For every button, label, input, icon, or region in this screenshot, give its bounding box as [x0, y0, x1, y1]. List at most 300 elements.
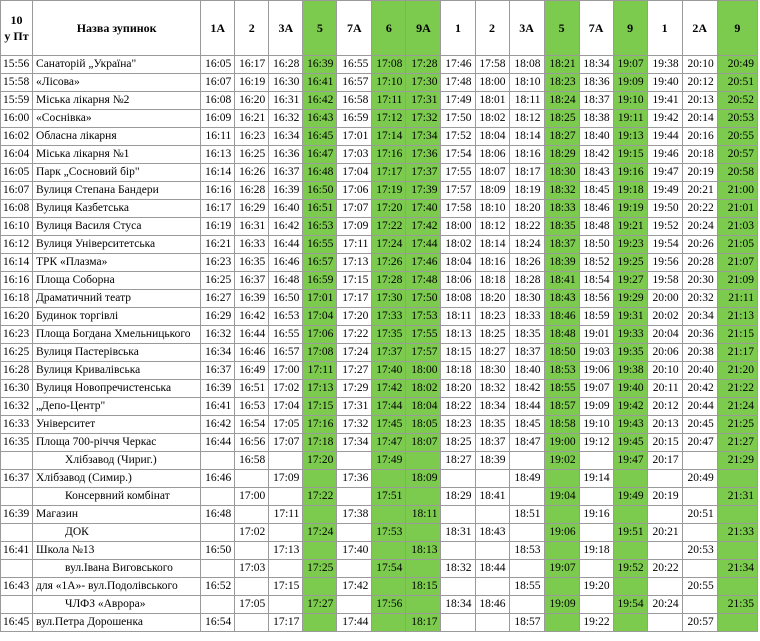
- time-cell: 16:41: [201, 398, 235, 416]
- time-cell: 19:40: [613, 380, 647, 398]
- time-cell: 21:09: [717, 272, 757, 290]
- time-cell: [579, 524, 613, 542]
- time-cell: 17:00: [269, 362, 303, 380]
- schedule-body: [1, 56, 758, 632]
- time-cell: 19:47: [647, 164, 682, 182]
- time-cell: 20:22: [647, 560, 682, 578]
- time-cell: [441, 542, 475, 560]
- time-cell: 16:37: [269, 164, 303, 182]
- table-row: [1, 290, 758, 308]
- time-cell: 19:06: [544, 524, 579, 542]
- time-cell: 18:22: [509, 218, 544, 236]
- time-cell: 20:53: [682, 542, 717, 560]
- time-cell: 19:12: [579, 434, 613, 452]
- time-cell: 19:54: [647, 236, 682, 254]
- start-time-cell: 16:37: [1, 470, 33, 488]
- time-cell: 19:11: [613, 110, 647, 128]
- time-cell: 19:07: [544, 560, 579, 578]
- time-cell: 18:24: [544, 92, 579, 110]
- time-cell: 18:15: [441, 344, 475, 362]
- time-cell: 19:54: [613, 596, 647, 614]
- time-cell: 18:00: [406, 362, 441, 380]
- table-row: [1, 488, 758, 506]
- time-cell: 17:42: [406, 218, 441, 236]
- time-cell: 16:57: [269, 344, 303, 362]
- time-cell: 18:57: [509, 614, 544, 632]
- time-cell: 17:11: [337, 236, 372, 254]
- time-cell: 17:56: [372, 596, 406, 614]
- time-cell: 21:29: [717, 452, 757, 470]
- time-cell: 17:24: [303, 524, 337, 542]
- time-cell: 18:20: [441, 380, 475, 398]
- stop-name-cell: Магазин: [33, 506, 201, 524]
- time-cell: 17:53: [406, 308, 441, 326]
- time-cell: 16:43: [303, 110, 337, 128]
- table-row: [1, 326, 758, 344]
- time-cell: 17:11: [269, 506, 303, 524]
- table-row: [1, 218, 758, 236]
- time-cell: 17:16: [372, 146, 406, 164]
- time-cell: 21:35: [717, 596, 757, 614]
- time-cell: 16:31: [235, 218, 269, 236]
- time-cell: 19:49: [647, 182, 682, 200]
- time-cell: 16:37: [235, 272, 269, 290]
- time-cell: 19:23: [613, 236, 647, 254]
- time-cell: 18:22: [441, 398, 475, 416]
- start-time-cell: 16:10: [1, 218, 33, 236]
- time-cell: [647, 578, 682, 596]
- time-cell: 16:40: [269, 200, 303, 218]
- stop-name-cell: Площа 700-річчя Черкас: [33, 434, 201, 452]
- start-time-cell: [1, 524, 33, 542]
- time-cell: [269, 596, 303, 614]
- time-cell: 18:43: [544, 290, 579, 308]
- route-header: 9: [717, 1, 757, 56]
- time-cell: 20:47: [682, 434, 717, 452]
- stop-name-cell: вул.Івана Виговського: [33, 560, 201, 578]
- time-cell: [579, 596, 613, 614]
- time-cell: 17:11: [303, 362, 337, 380]
- time-cell: 19:46: [647, 146, 682, 164]
- time-cell: 19:45: [613, 434, 647, 452]
- time-cell: 19:22: [579, 614, 613, 632]
- time-cell: 20:28: [682, 254, 717, 272]
- time-cell: 18:20: [475, 290, 509, 308]
- stop-name-cell: вул.Петра Дорошенка: [33, 614, 201, 632]
- time-cell: 20:49: [682, 470, 717, 488]
- time-cell: 18:35: [544, 218, 579, 236]
- time-cell: 17:08: [372, 56, 406, 74]
- time-cell: 16:58: [235, 452, 269, 470]
- route-header: 7А: [337, 1, 372, 56]
- time-cell: 17:40: [337, 542, 372, 560]
- time-cell: 21:00: [717, 182, 757, 200]
- time-cell: 19:14: [579, 470, 613, 488]
- time-cell: 18:02: [475, 110, 509, 128]
- time-cell: 19:49: [613, 488, 647, 506]
- time-cell: 17:57: [441, 182, 475, 200]
- time-cell: 21:17: [717, 344, 757, 362]
- table-row: [1, 164, 758, 182]
- time-cell: 18:02: [406, 380, 441, 398]
- time-cell: 16:51: [235, 380, 269, 398]
- time-cell: 17:05: [235, 596, 269, 614]
- time-cell: 17:52: [441, 128, 475, 146]
- time-cell: 18:53: [509, 542, 544, 560]
- time-cell: 18:57: [544, 398, 579, 416]
- time-cell: 18:27: [544, 128, 579, 146]
- route-header: 9: [613, 1, 647, 56]
- table-row: [1, 182, 758, 200]
- route-header: 3А: [509, 1, 544, 56]
- time-cell: 17:47: [372, 434, 406, 452]
- time-cell: 16:11: [201, 128, 235, 146]
- time-cell: 20:58: [717, 164, 757, 182]
- time-cell: [303, 542, 337, 560]
- time-cell: [717, 470, 757, 488]
- stop-name-cell: Драматичний театр: [33, 290, 201, 308]
- time-cell: 20:36: [682, 326, 717, 344]
- time-cell: 17:54: [441, 146, 475, 164]
- stop-column-header: Назва зупинок: [33, 1, 201, 56]
- start-time-cell: 16:43: [1, 578, 33, 596]
- table-row: [1, 452, 758, 470]
- time-cell: 18:58: [544, 416, 579, 434]
- time-cell: 17:17: [372, 164, 406, 182]
- time-cell: 20:51: [682, 506, 717, 524]
- time-cell: 16:48: [201, 506, 235, 524]
- time-cell: 16:37: [201, 362, 235, 380]
- time-cell: 17:42: [372, 380, 406, 398]
- time-cell: [201, 452, 235, 470]
- time-cell: 18:51: [509, 506, 544, 524]
- time-cell: 16:47: [303, 146, 337, 164]
- time-cell: 20:10: [682, 56, 717, 74]
- table-row: [1, 380, 758, 398]
- route-header: 6: [372, 1, 406, 56]
- time-cell: 20:26: [682, 236, 717, 254]
- time-cell: 16:44: [235, 326, 269, 344]
- stop-name-cell: Міська лікарня №1: [33, 146, 201, 164]
- time-cell: 17:29: [337, 380, 372, 398]
- time-cell: 17:50: [406, 290, 441, 308]
- time-cell: 20:02: [647, 308, 682, 326]
- time-cell: 18:56: [579, 290, 613, 308]
- table-row: [1, 614, 758, 632]
- time-cell: 18:43: [475, 524, 509, 542]
- time-cell: 16:48: [303, 164, 337, 182]
- stop-name-cell: Консервний комбінат: [33, 488, 201, 506]
- table-row: [1, 74, 758, 92]
- time-cell: 18:25: [475, 326, 509, 344]
- time-cell: 17:22: [303, 488, 337, 506]
- route-header: 3А: [269, 1, 303, 56]
- time-cell: 16:39: [235, 290, 269, 308]
- time-cell: 17:49: [441, 92, 475, 110]
- time-cell: [406, 452, 441, 470]
- time-cell: 20:51: [717, 74, 757, 92]
- time-cell: [544, 470, 579, 488]
- time-cell: 16:53: [235, 398, 269, 416]
- time-cell: [235, 578, 269, 596]
- start-time-cell: 16:20: [1, 308, 33, 326]
- time-cell: 20:18: [682, 146, 717, 164]
- time-cell: 18:05: [406, 416, 441, 434]
- time-cell: 19:35: [613, 344, 647, 362]
- time-cell: 17:26: [372, 254, 406, 272]
- time-cell: [235, 506, 269, 524]
- time-cell: 19:15: [613, 146, 647, 164]
- time-cell: [544, 578, 579, 596]
- table-row: [1, 110, 758, 128]
- time-cell: 19:31: [613, 308, 647, 326]
- time-cell: 17:11: [372, 92, 406, 110]
- time-cell: 18:55: [509, 578, 544, 596]
- time-cell: [509, 488, 544, 506]
- time-cell: 16:26: [235, 164, 269, 182]
- time-cell: 18:06: [441, 272, 475, 290]
- time-cell: 19:43: [613, 416, 647, 434]
- time-cell: [372, 470, 406, 488]
- time-cell: 18:30: [544, 164, 579, 182]
- time-cell: 17:05: [269, 416, 303, 434]
- time-cell: 18:13: [441, 326, 475, 344]
- time-cell: [441, 614, 475, 632]
- time-cell: 17:31: [406, 92, 441, 110]
- time-cell: 18:12: [509, 110, 544, 128]
- time-cell: 19:25: [613, 254, 647, 272]
- time-cell: 19:29: [613, 290, 647, 308]
- time-cell: 17:40: [406, 200, 441, 218]
- time-cell: 21:27: [717, 434, 757, 452]
- time-cell: 18:23: [441, 416, 475, 434]
- time-cell: 19:10: [579, 416, 613, 434]
- time-cell: 16:19: [235, 74, 269, 92]
- stop-name-cell: Санаторій „Україна": [33, 56, 201, 74]
- time-cell: 16:44: [269, 236, 303, 254]
- time-cell: 18:35: [509, 326, 544, 344]
- time-cell: 18:24: [509, 236, 544, 254]
- time-cell: [441, 470, 475, 488]
- time-cell: 16:58: [337, 92, 372, 110]
- time-cell: 20:13: [682, 92, 717, 110]
- time-cell: [613, 542, 647, 560]
- time-cell: [337, 488, 372, 506]
- time-cell: 17:00: [235, 488, 269, 506]
- time-cell: 19:18: [613, 182, 647, 200]
- time-cell: 17:20: [337, 308, 372, 326]
- stop-name-cell: Вулиця Кривалівська: [33, 362, 201, 380]
- time-cell: 17:34: [337, 434, 372, 452]
- start-time-cell: 16:04: [1, 146, 33, 164]
- time-cell: 18:20: [509, 200, 544, 218]
- time-cell: 16:17: [235, 56, 269, 74]
- time-cell: 17:50: [441, 110, 475, 128]
- table-row: [1, 416, 758, 434]
- stop-name-cell: Парк „Сосновий бір": [33, 164, 201, 182]
- time-cell: 20:21: [682, 182, 717, 200]
- time-cell: [647, 506, 682, 524]
- time-cell: 20:53: [717, 110, 757, 128]
- time-cell: 18:15: [406, 578, 441, 596]
- time-cell: 18:16: [475, 254, 509, 272]
- time-cell: [475, 542, 509, 560]
- time-cell: 18:21: [544, 56, 579, 74]
- table-row: [1, 200, 758, 218]
- time-cell: 18:10: [509, 74, 544, 92]
- time-cell: 16:39: [303, 56, 337, 74]
- time-cell: 18:30: [475, 362, 509, 380]
- start-time-cell: 16:16: [1, 272, 33, 290]
- time-cell: 17:03: [337, 146, 372, 164]
- time-cell: 16:25: [235, 146, 269, 164]
- stop-name-cell: Площа Богдана Хмельницького: [33, 326, 201, 344]
- start-time-cell: 15:59: [1, 92, 33, 110]
- stop-name-cell: «Лісова»: [33, 74, 201, 92]
- stop-name-cell: «Соснівка»: [33, 110, 201, 128]
- time-cell: 18:50: [544, 344, 579, 362]
- time-cell: 18:37: [509, 344, 544, 362]
- time-cell: 18:25: [544, 110, 579, 128]
- time-cell: [269, 488, 303, 506]
- time-cell: 18:17: [406, 614, 441, 632]
- time-cell: 17:19: [372, 182, 406, 200]
- time-cell: 19:02: [544, 452, 579, 470]
- time-cell: 17:08: [303, 344, 337, 362]
- table-row: [1, 254, 758, 272]
- time-cell: 17:24: [337, 344, 372, 362]
- time-cell: 17:55: [441, 164, 475, 182]
- time-cell: [269, 524, 303, 542]
- time-cell: 20:04: [647, 326, 682, 344]
- time-cell: 18:32: [441, 560, 475, 578]
- route-header: 2А: [682, 1, 717, 56]
- time-cell: [372, 578, 406, 596]
- time-cell: [337, 524, 372, 542]
- time-cell: 16:32: [269, 110, 303, 128]
- time-cell: 18:42: [579, 146, 613, 164]
- time-cell: 17:49: [372, 452, 406, 470]
- time-cell: 19:09: [613, 74, 647, 92]
- time-cell: 17:37: [406, 164, 441, 182]
- time-cell: 20:40: [682, 362, 717, 380]
- time-cell: [544, 614, 579, 632]
- time-cell: 19:00: [544, 434, 579, 452]
- time-cell: [303, 614, 337, 632]
- table-row: [1, 506, 758, 524]
- time-cell: 17:38: [337, 506, 372, 524]
- start-time-cell: 16:14: [1, 254, 33, 272]
- table-row: [1, 362, 758, 380]
- time-cell: 20:22: [682, 200, 717, 218]
- start-time-cell: 16:32: [1, 398, 33, 416]
- time-cell: 17:58: [475, 56, 509, 74]
- time-cell: 17:31: [337, 398, 372, 416]
- time-cell: 18:33: [544, 200, 579, 218]
- time-cell: 18:09: [406, 470, 441, 488]
- time-cell: 20:10: [647, 362, 682, 380]
- time-cell: 16:08: [201, 92, 235, 110]
- time-cell: 18:34: [441, 596, 475, 614]
- time-cell: 16:50: [269, 290, 303, 308]
- time-cell: 18:41: [475, 488, 509, 506]
- start-time-cell: 16:02: [1, 128, 33, 146]
- time-cell: 16:17: [201, 200, 235, 218]
- time-cell: 18:19: [509, 182, 544, 200]
- time-cell: [509, 452, 544, 470]
- time-cell: [406, 488, 441, 506]
- time-cell: 17:36: [337, 470, 372, 488]
- stop-name-cell: „Депо-Центр": [33, 398, 201, 416]
- time-cell: 17:13: [269, 542, 303, 560]
- time-cell: 18:18: [441, 362, 475, 380]
- time-cell: 17:33: [372, 308, 406, 326]
- time-cell: 17:07: [269, 434, 303, 452]
- time-cell: 16:46: [201, 470, 235, 488]
- time-cell: 19:09: [579, 398, 613, 416]
- time-cell: 16:39: [269, 182, 303, 200]
- time-cell: 18:41: [544, 272, 579, 290]
- time-cell: 18:31: [441, 524, 475, 542]
- time-cell: [613, 614, 647, 632]
- time-cell: 17:20: [372, 200, 406, 218]
- time-cell: 16:56: [235, 434, 269, 452]
- time-cell: 21:20: [717, 362, 757, 380]
- time-cell: 17:01: [303, 290, 337, 308]
- start-time-cell: 16:00: [1, 110, 33, 128]
- time-cell: 18:16: [509, 146, 544, 164]
- time-cell: 16:42: [269, 218, 303, 236]
- stop-name-cell: для «1А»- вул.Подолівського: [33, 578, 201, 596]
- header-row: [1, 1, 758, 56]
- time-cell: 16:39: [201, 380, 235, 398]
- time-cell: 19:51: [613, 524, 647, 542]
- table-row: [1, 560, 758, 578]
- start-time-cell: 16:45: [1, 614, 33, 632]
- time-cell: 18:04: [475, 128, 509, 146]
- time-cell: 16:48: [269, 272, 303, 290]
- time-cell: 16:35: [235, 254, 269, 272]
- start-time-cell: [1, 452, 33, 470]
- time-cell: 16:42: [303, 92, 337, 110]
- time-cell: 18:39: [544, 254, 579, 272]
- time-cell: [682, 524, 717, 542]
- time-cell: 17:17: [337, 290, 372, 308]
- time-cell: 18:39: [475, 452, 509, 470]
- time-cell: 20:30: [682, 272, 717, 290]
- time-cell: 18:29: [544, 146, 579, 164]
- stop-name-cell: Вулиця Степана Бандери: [33, 182, 201, 200]
- time-cell: 20:45: [682, 416, 717, 434]
- time-cell: 20:13: [647, 416, 682, 434]
- time-cell: 21:15: [717, 326, 757, 344]
- time-cell: [201, 524, 235, 542]
- time-cell: 16:42: [201, 416, 235, 434]
- time-cell: 18:50: [579, 236, 613, 254]
- start-time-cell: [1, 488, 33, 506]
- time-cell: 20:00: [647, 290, 682, 308]
- time-cell: 18:11: [406, 506, 441, 524]
- time-cell: 18:04: [406, 398, 441, 416]
- time-cell: 18:23: [544, 74, 579, 92]
- time-cell: 18:08: [509, 56, 544, 74]
- table-row: [1, 146, 758, 164]
- start-time-cell: 16:41: [1, 542, 33, 560]
- start-time-cell: 16:39: [1, 506, 33, 524]
- time-cell: 18:52: [579, 254, 613, 272]
- time-cell: 18:17: [509, 164, 544, 182]
- time-cell: [579, 452, 613, 470]
